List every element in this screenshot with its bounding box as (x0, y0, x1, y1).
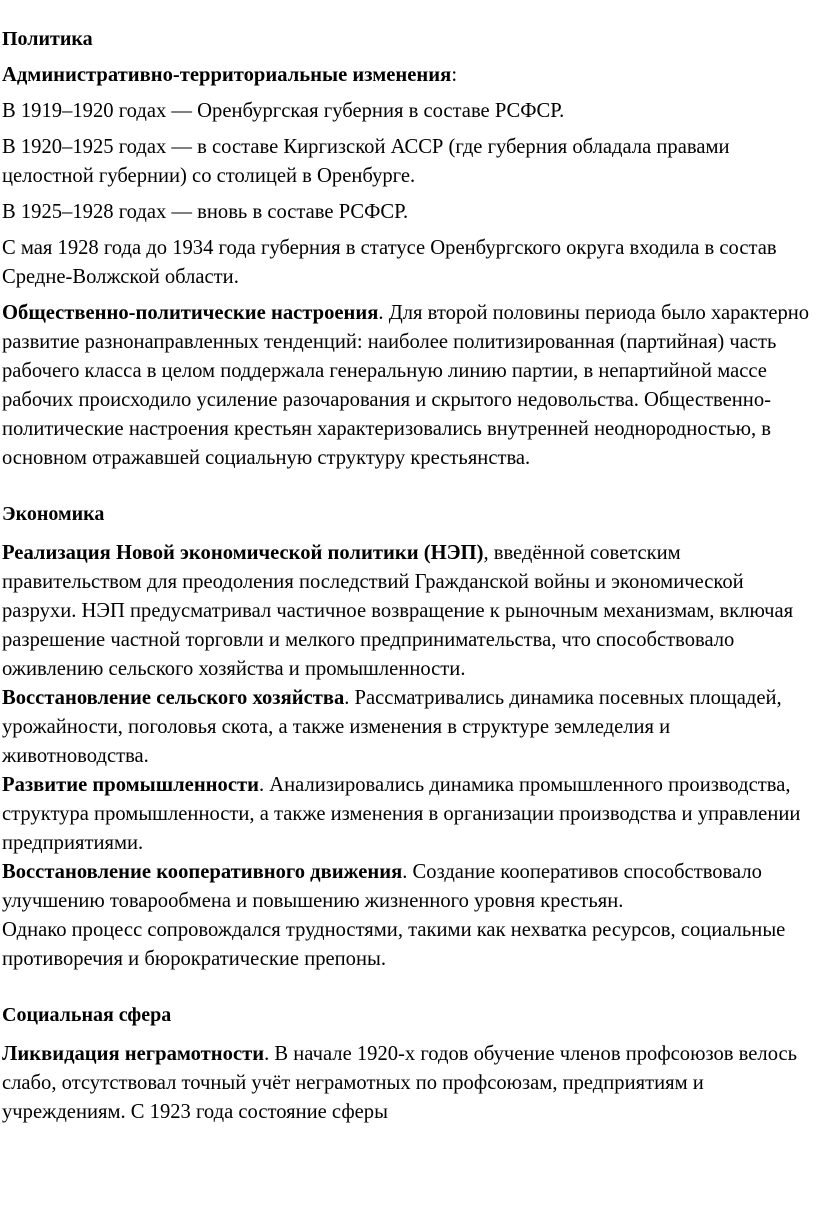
literacy-label: Ликвидация неграмотности (2, 1043, 265, 1065)
politics-heading: Политика (2, 28, 93, 50)
admin-item-1919: В 1919–1920 годах — Оренбургская губерния в составе РСФСР. (2, 100, 565, 122)
admin-changes-label: Административно-территориальные изменения (2, 64, 452, 86)
admin-item-1928: С мая 1928 года до 1934 года губерния в статусе Оренбургского округа входила в состав Средне-Волжской области. (2, 237, 777, 288)
cooperative-text: . Создание кооперативов способствовало улучшению товарообмена и повышению жизненного уровня крестьян. (2, 861, 762, 912)
industry-text: . Анализировались динамика промышленного производства, структура промышленности, а также изменения в организации производства и управлении предприятиями. (2, 774, 801, 854)
cooperative-label: Восстановление кооперативного движения (2, 861, 403, 883)
agriculture-paragraph (2, 684, 814, 771)
industry-paragraph (2, 771, 814, 858)
admin-changes-suffix: : (451, 64, 458, 86)
admin-item-1920: В 1920–1925 годах — в составе Киргизской АССР (где губерния обладала правами целостной губернии) со столицей в Оренбурге. (2, 136, 730, 187)
moods-text: . Для второй половины периода было характерно развитие разнонаправленных тенденций: наиболее политизированная (партийная) часть рабочего класса в целом поддержала генеральную линию партии, в непартийной массе рабочих происходило усиление разочарования и скрытого недовольства. Общественно-политические настроения крестьян характеризовались внутренней неоднородностью, в основном отражавшей социальную структуру крестьянства. (2, 302, 810, 469)
moods-label: Общественно-политические настроения (2, 302, 379, 324)
agriculture-text: . Рассматривались динамика посевных площадей, урожайности, поголовья скота, а также изменения в структуре земледелия и животноводства. (2, 687, 782, 767)
literacy-paragraph (2, 1040, 814, 1127)
social-heading: Социальная сфера (2, 1004, 172, 1026)
cooperative-paragraph (2, 858, 814, 916)
difficulties-paragraph: Однако процесс сопровождался трудностями, такими как нехватка ресурсов, социальные противоречия и бюрократические препоны. (2, 919, 786, 970)
nep-label: Реализация Новой экономической политики (НЭП) (2, 542, 484, 564)
industry-label: Развитие промышленности (2, 774, 259, 796)
nep-paragraph (2, 539, 814, 684)
admin-changes-paragraph (2, 61, 814, 90)
moods-paragraph (2, 299, 814, 473)
admin-item-1925: В 1925–1928 годах — вновь в составе РСФСР. (2, 201, 409, 223)
nep-text: , введённой советским правительством для преодоления последствий Гражданской войны и экономической разрухи. НЭП предусматривал частичное возвращение к рыночным механизмам, включая разрешение частной торговли и мелкого предпринимательства, что способствовало оживлению сельского хозяйства и промышленности. (2, 542, 794, 680)
economy-heading: Экономика (2, 503, 105, 525)
literacy-text: . В начале 1920-х годов обучение членов профсоюзов велось слабо, отсутствовал точный учёт неграмотных по профсоюзам, предприятиям и учреждениям. С 1923 года состояние сферы (2, 1043, 798, 1123)
agriculture-label: Восстановление сельского хозяйства (2, 687, 345, 709)
